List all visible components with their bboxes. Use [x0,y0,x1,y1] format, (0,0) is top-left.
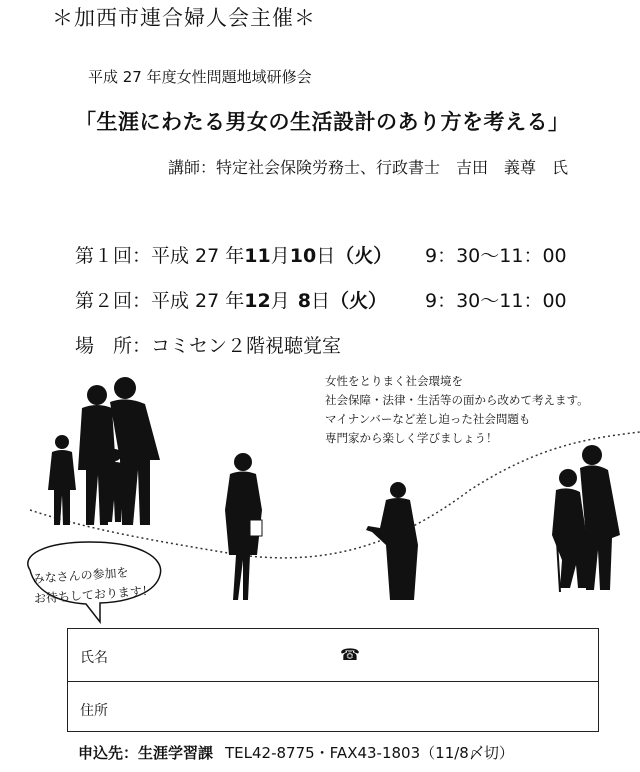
elderly-woman-silhouette [366,482,418,600]
family-silhouette [48,377,160,525]
address-row[interactable] [68,681,598,734]
session-2-time: 9：30～11：00 [425,290,567,312]
session-1: 第１回：平成 27 年11月10日（火） [75,245,393,267]
address-label: 住所 [80,703,108,719]
lecturer-line: 講師：特定社会保険労務士、行政書士 吉田 義尊 氏 [168,158,569,177]
organizer-heading: ＊加西市連合婦人会主催＊ [52,6,316,30]
contact-info: 申込先：生涯学習課 TEL42-8775・FAX43-1803（11/8〆切） [78,744,514,762]
session-1-time: 9：30～11：00 [425,245,567,267]
name-row[interactable] [68,629,598,681]
phone-icon: ☎ [340,645,360,664]
event-title: 「生涯にわたる男女の生活設計のあり方を考える」 [75,110,570,134]
speech-bubble-text: みなさんの参加を お待ちしております！ [32,565,155,606]
woman-silhouette [225,453,262,600]
session-2: 第２回：平成 27 年12月 8日（火） [75,290,387,312]
name-label: 氏名 [80,650,108,666]
elderly-couple-silhouette [552,445,620,592]
application-form [67,628,599,732]
event-subtitle: 平成 27 年度女性問題地域研修会 [88,68,312,86]
event-description: 女性をとりまく社会環境を 社会保障・法律・生活等の面から改めて考えます。 マイナンバーなど差し迫った社会問題も 専門家から楽しく学びましょう！ [325,374,589,445]
venue: 場 所：コミセン２階視聴覚室 [75,335,342,357]
